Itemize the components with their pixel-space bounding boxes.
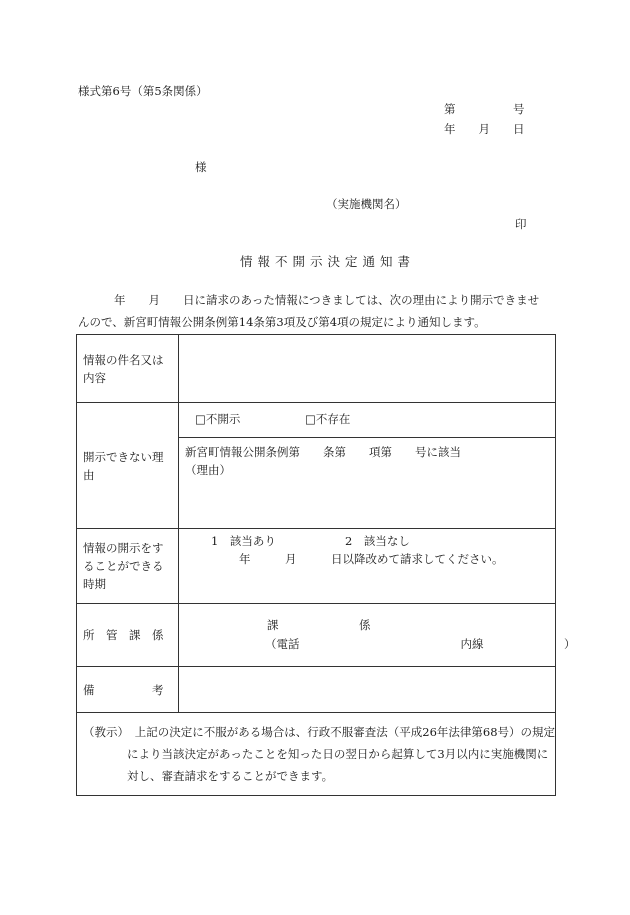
document-number: 第 号: [444, 102, 525, 116]
instruction-note-line: 対し、審査請求をすることができます。: [127, 769, 334, 783]
page-title: 情報不開示決定通知書: [240, 254, 416, 269]
department-label: 所 管 課 係: [77, 604, 179, 667]
nonexistence-checkbox[interactable]: □不存在: [305, 412, 351, 426]
table-row-remarks: [77, 667, 556, 713]
notice-body-line: 年 月 日に請求のあった情報につきましては、次の理由により開示できませ: [114, 293, 540, 307]
subject-value[interactable]: [179, 335, 556, 403]
instruction-note-line: （教示） 上記の決定に不服がある場合は、行政不服審査法（平成26年法律第68号）の規定: [83, 725, 556, 739]
table-row-department: [77, 604, 556, 667]
remarks-value[interactable]: [179, 667, 556, 713]
instruction-note-line: により当該決定があったことを知った日の翌日から起算して3月以内に実施機関に: [127, 747, 549, 761]
notice-body: [78, 289, 556, 333]
recipient-honorific: 様: [195, 160, 207, 174]
document-date: 年 月 日: [444, 122, 525, 136]
notice-body-line: んので、新宮町情報公開条例第14条第3項及び第4項の規定により通知します。: [78, 315, 486, 329]
subject-label: 情報の件名又は 内容: [77, 335, 179, 403]
remarks-label: 備 考: [77, 667, 179, 713]
form-number: 様式第6号（第5条関係）: [78, 84, 208, 98]
nondisclosure-checkbox[interactable]: □不開示: [195, 412, 241, 426]
department-section: 課 係: [267, 618, 371, 632]
table-row-when: [77, 529, 556, 604]
reason-label: 開示できない理 由: [77, 403, 179, 529]
when-option-not-applicable[interactable]: 2 該当なし: [345, 534, 410, 548]
reason-clause: 新宮町情報公開条例第 条第 項第 号に該当: [185, 445, 461, 459]
reason-divider: [179, 437, 555, 438]
when-label: 情報の開示をす ることができる 時期: [77, 529, 179, 604]
seal-mark: 印: [515, 217, 527, 231]
when-date: 年 月 日以降改めて請求してください。: [239, 552, 504, 566]
table-row-note: [77, 713, 556, 796]
department-value: [179, 604, 576, 667]
decision-table: [76, 334, 576, 796]
institution-name: （実施機関名）: [326, 197, 407, 211]
department-phone: （電話 内線 ）: [265, 637, 576, 651]
instruction-note: [77, 713, 556, 796]
when-value: [179, 529, 556, 604]
when-option-applicable[interactable]: 1 該当あり: [211, 534, 276, 548]
reason-value: [179, 403, 556, 529]
reason-sub-label: （理由）: [185, 463, 231, 477]
table-row-reason: [77, 403, 556, 529]
table-row-subject: [77, 335, 556, 403]
